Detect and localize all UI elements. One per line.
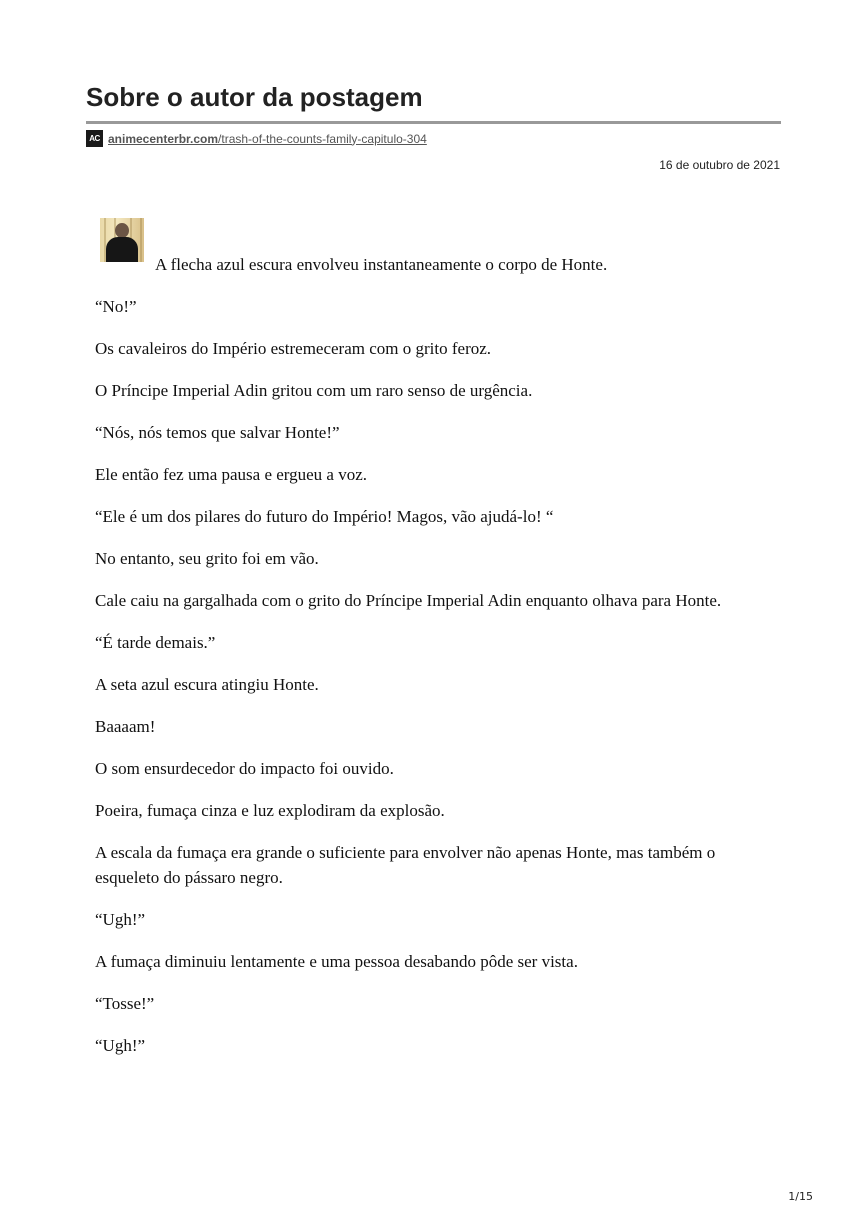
source-path: /trash-of-the-counts-family-capitulo-304 <box>218 131 427 146</box>
paragraph: Cale caiu na gargalhada com o grito do Príncipe Imperial Adin enquanto olhava para Honte. <box>95 591 722 610</box>
paragraph: Baaaam! <box>95 717 156 736</box>
paragraph: Poeira, fumaça cinza e luz explodiram da explosão. <box>95 801 445 820</box>
post-date: 16 de outubro de 2021 <box>659 158 780 172</box>
paragraph: A fumaça diminuiu lentamente e uma pessoa desabando pôde ser vista. <box>95 952 578 971</box>
paragraph: “Ele é um dos pilares do futuro do Império! Magos, vão ajudá-lo! “ <box>95 507 554 526</box>
paragraph: “No!” <box>95 297 137 316</box>
title-divider <box>86 121 781 124</box>
page-title: Sobre o autor da postagem <box>86 82 423 112</box>
first-paragraph <box>95 215 765 277</box>
source-line <box>86 130 427 147</box>
paragraph: A seta azul escura atingiu Honte. <box>95 675 319 694</box>
site-favicon-icon: AC <box>86 130 103 147</box>
page-number: 1/15 <box>788 1190 813 1203</box>
first-paragraph-text: A flecha azul escura envolveu instantaneamente o corpo de Honte. <box>155 255 608 274</box>
paragraph: “Ugh!” <box>95 1036 146 1055</box>
paragraph: “Nós, nós temos que salvar Honte!” <box>95 423 340 442</box>
paragraph: Os cavaleiros do Império estremeceram com o grito feroz. <box>95 339 492 358</box>
paragraph: Ele então fez uma pausa e ergueu a voz. <box>95 465 368 484</box>
paragraph: “Ugh!” <box>95 910 146 929</box>
source-link[interactable] <box>108 132 427 146</box>
paragraph: A escala da fumaça era grande o suficiente para envolver não apenas Honte, mas também o esqueleto do pássaro negro. <box>95 843 716 887</box>
article-body <box>95 215 765 1075</box>
author-avatar <box>100 218 144 262</box>
paragraph: “Tosse!” <box>95 994 155 1013</box>
source-domain: animecenterbr.com <box>108 131 219 146</box>
paragraph: O Príncipe Imperial Adin gritou com um raro senso de urgência. <box>95 381 533 400</box>
paragraph: No entanto, seu grito foi em vão. <box>95 549 319 568</box>
paragraph: “É tarde demais.” <box>95 633 216 652</box>
paragraph: O som ensurdecedor do impacto foi ouvido. <box>95 759 394 778</box>
